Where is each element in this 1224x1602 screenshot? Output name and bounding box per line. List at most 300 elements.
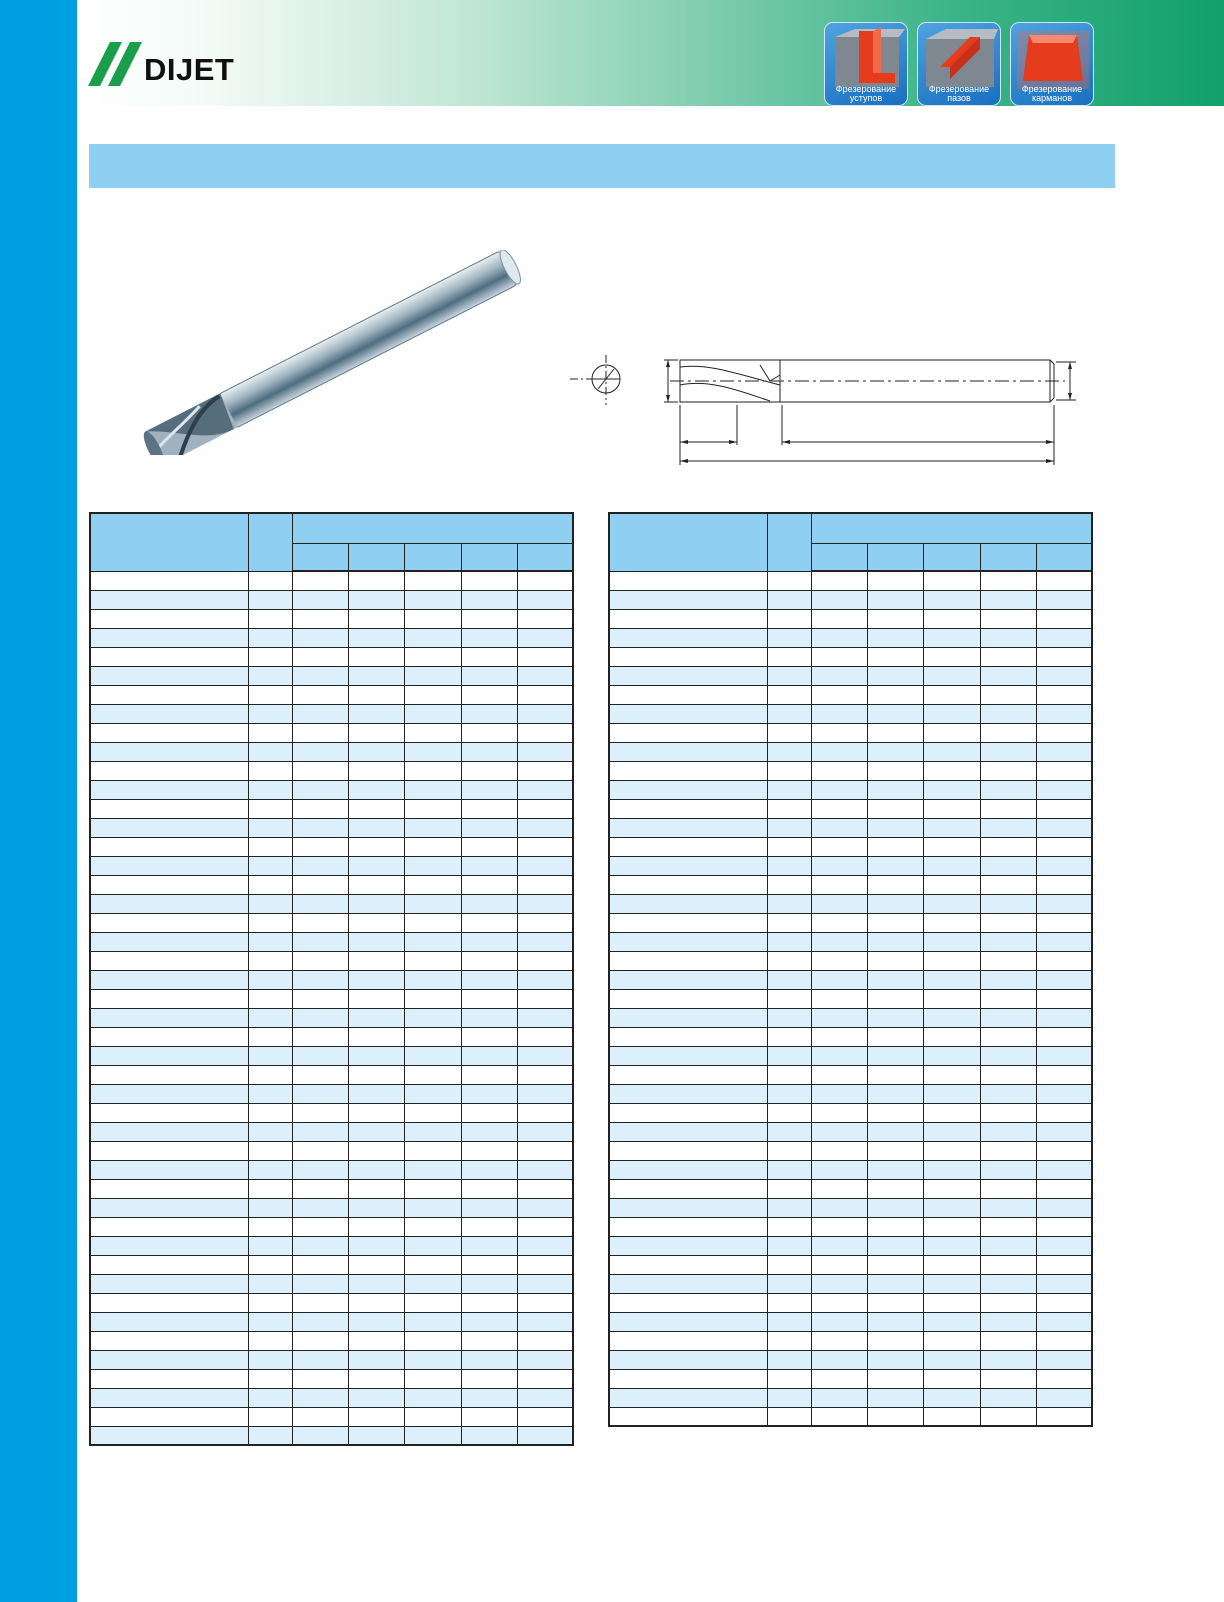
table-cell bbox=[767, 1350, 811, 1369]
table-cell bbox=[811, 742, 867, 761]
table-cell bbox=[1036, 1160, 1092, 1179]
table-cell bbox=[90, 989, 248, 1008]
table-cell bbox=[923, 1141, 980, 1160]
table-cell bbox=[923, 628, 980, 647]
table-cell bbox=[248, 628, 292, 647]
table-row bbox=[609, 1274, 1092, 1293]
table-cell bbox=[461, 1217, 517, 1236]
table-cell bbox=[1036, 1065, 1092, 1084]
table-cell bbox=[811, 1217, 867, 1236]
table-cell bbox=[404, 856, 461, 875]
table-cell bbox=[867, 799, 923, 818]
table-cell bbox=[811, 875, 867, 894]
table-cell bbox=[348, 837, 404, 856]
table-cell bbox=[609, 799, 767, 818]
table-cell bbox=[404, 1407, 461, 1426]
table-cell bbox=[404, 875, 461, 894]
table-cell bbox=[1036, 780, 1092, 799]
table-cell bbox=[461, 1388, 517, 1407]
table-cell bbox=[923, 704, 980, 723]
table-cell bbox=[980, 742, 1036, 761]
table-cell bbox=[461, 1255, 517, 1274]
table-cell bbox=[404, 1027, 461, 1046]
table-cell bbox=[348, 609, 404, 628]
table-cell bbox=[404, 1255, 461, 1274]
table-cell bbox=[609, 989, 767, 1008]
table-row bbox=[90, 1027, 573, 1046]
table-cell bbox=[609, 1141, 767, 1160]
table-cell bbox=[248, 1008, 292, 1027]
table-cell bbox=[811, 1141, 867, 1160]
table-cell bbox=[767, 989, 811, 1008]
table-cell bbox=[923, 1369, 980, 1388]
header-cell-dim bbox=[348, 543, 404, 571]
table-cell bbox=[90, 1198, 248, 1217]
table-cell bbox=[90, 609, 248, 628]
table-cell bbox=[292, 989, 348, 1008]
table-cell bbox=[811, 666, 867, 685]
table-cell bbox=[292, 894, 348, 913]
table-cell bbox=[292, 1065, 348, 1084]
table-cell bbox=[811, 1293, 867, 1312]
table-row bbox=[90, 856, 573, 875]
table-row bbox=[609, 1122, 1092, 1141]
table-cell bbox=[90, 951, 248, 970]
table-row bbox=[609, 837, 1092, 856]
table-cell bbox=[348, 1312, 404, 1331]
table-cell bbox=[517, 647, 573, 666]
table-cell bbox=[90, 970, 248, 989]
table-cell bbox=[348, 1065, 404, 1084]
table-cell bbox=[461, 780, 517, 799]
table-cell bbox=[867, 1046, 923, 1065]
table-cell bbox=[980, 1141, 1036, 1160]
table-cell bbox=[980, 970, 1036, 989]
table-cell bbox=[90, 1388, 248, 1407]
table-cell bbox=[517, 1046, 573, 1065]
table-cell bbox=[292, 1407, 348, 1426]
table-row bbox=[609, 590, 1092, 609]
table-cell bbox=[90, 1350, 248, 1369]
table-cell bbox=[811, 799, 867, 818]
table-row bbox=[609, 1008, 1092, 1027]
table-cell bbox=[980, 1293, 1036, 1312]
table-cell bbox=[404, 970, 461, 989]
header-cell-designation bbox=[90, 513, 248, 571]
table-cell bbox=[292, 1084, 348, 1103]
table-row bbox=[609, 1084, 1092, 1103]
table-cell bbox=[867, 704, 923, 723]
table-cell bbox=[404, 609, 461, 628]
table-cell bbox=[767, 704, 811, 723]
table-cell bbox=[461, 1103, 517, 1122]
badge-label-line1: Фрезерование bbox=[928, 84, 990, 94]
table-cell bbox=[348, 1274, 404, 1293]
table-cell bbox=[348, 1217, 404, 1236]
table-cell bbox=[767, 1179, 811, 1198]
table-cell bbox=[90, 1141, 248, 1160]
table-cell bbox=[1036, 1084, 1092, 1103]
table-cell bbox=[248, 875, 292, 894]
table-cell bbox=[292, 1027, 348, 1046]
table-cell bbox=[1036, 1369, 1092, 1388]
table-cell bbox=[517, 856, 573, 875]
header-cell-dim bbox=[980, 543, 1036, 571]
table-cell bbox=[609, 818, 767, 837]
table-cell bbox=[867, 609, 923, 628]
table-cell bbox=[90, 628, 248, 647]
table-cell bbox=[867, 628, 923, 647]
table-cell bbox=[517, 1407, 573, 1426]
table-row bbox=[609, 1027, 1092, 1046]
table-cell bbox=[517, 1293, 573, 1312]
table-cell bbox=[461, 951, 517, 970]
table-cell bbox=[90, 1312, 248, 1331]
table-cell bbox=[867, 723, 923, 742]
table-cell bbox=[292, 818, 348, 837]
table-row bbox=[609, 913, 1092, 932]
table-cell bbox=[811, 723, 867, 742]
table-cell bbox=[867, 913, 923, 932]
table-cell bbox=[248, 1046, 292, 1065]
table-cell bbox=[767, 1103, 811, 1122]
table-cell bbox=[767, 1084, 811, 1103]
table-cell bbox=[348, 647, 404, 666]
table-cell bbox=[517, 875, 573, 894]
table-row bbox=[90, 704, 573, 723]
table-cell bbox=[980, 571, 1036, 590]
table-cell bbox=[292, 951, 348, 970]
table-cell bbox=[767, 571, 811, 590]
table-cell bbox=[767, 1331, 811, 1350]
table-cell bbox=[1036, 989, 1092, 1008]
table-cell bbox=[867, 1236, 923, 1255]
badge-label-line1: Фрезерование bbox=[1021, 84, 1083, 94]
table-cell bbox=[292, 1388, 348, 1407]
table-cell bbox=[1036, 761, 1092, 780]
table-cell bbox=[980, 704, 1036, 723]
table-cell bbox=[248, 1236, 292, 1255]
table-cell bbox=[609, 951, 767, 970]
table-row bbox=[90, 932, 573, 951]
table-cell bbox=[811, 951, 867, 970]
table-cell bbox=[811, 913, 867, 932]
table-cell bbox=[292, 1217, 348, 1236]
table-cell bbox=[248, 1407, 292, 1426]
table-cell bbox=[517, 609, 573, 628]
table-cell bbox=[811, 1160, 867, 1179]
table-cell bbox=[461, 989, 517, 1008]
table-cell bbox=[517, 1369, 573, 1388]
table-cell bbox=[1036, 666, 1092, 685]
table-cell bbox=[1036, 723, 1092, 742]
table-cell bbox=[292, 647, 348, 666]
table-cell bbox=[404, 1426, 461, 1445]
table-cell bbox=[517, 1217, 573, 1236]
table-cell bbox=[292, 1103, 348, 1122]
table-cell bbox=[292, 609, 348, 628]
table-cell bbox=[461, 704, 517, 723]
table-cell bbox=[90, 1084, 248, 1103]
table-cell bbox=[980, 951, 1036, 970]
table-cell bbox=[1036, 951, 1092, 970]
table-cell bbox=[461, 1027, 517, 1046]
table-cell bbox=[248, 951, 292, 970]
table-cell bbox=[348, 1141, 404, 1160]
table-cell bbox=[867, 1350, 923, 1369]
table-cell bbox=[980, 761, 1036, 780]
table-cell bbox=[1036, 932, 1092, 951]
table-cell bbox=[923, 932, 980, 951]
table-cell bbox=[461, 1160, 517, 1179]
table-cell bbox=[248, 1065, 292, 1084]
table-cell bbox=[609, 970, 767, 989]
table-cell bbox=[348, 1179, 404, 1198]
table-cell bbox=[517, 989, 573, 1008]
table-cell bbox=[867, 970, 923, 989]
table-cell bbox=[292, 1008, 348, 1027]
table-cell bbox=[517, 951, 573, 970]
table-cell bbox=[461, 875, 517, 894]
table-cell bbox=[404, 1331, 461, 1350]
table-cell bbox=[980, 1274, 1036, 1293]
table-cell bbox=[867, 685, 923, 704]
table-cell bbox=[292, 875, 348, 894]
table-cell bbox=[248, 1217, 292, 1236]
table-cell bbox=[867, 1217, 923, 1236]
table-row bbox=[609, 1179, 1092, 1198]
table-cell bbox=[609, 1179, 767, 1198]
table-cell bbox=[348, 1255, 404, 1274]
table-cell bbox=[980, 666, 1036, 685]
table-cell bbox=[980, 628, 1036, 647]
table-cell bbox=[517, 723, 573, 742]
table-cell bbox=[461, 932, 517, 951]
table-cell bbox=[517, 704, 573, 723]
table-body-right bbox=[609, 571, 1092, 1426]
table-row bbox=[90, 1122, 573, 1141]
table-cell bbox=[811, 1255, 867, 1274]
table-cell bbox=[517, 1122, 573, 1141]
table-cell bbox=[461, 666, 517, 685]
table-cell bbox=[980, 1255, 1036, 1274]
table-cell bbox=[1036, 685, 1092, 704]
table-cell bbox=[348, 1369, 404, 1388]
table-cell bbox=[404, 742, 461, 761]
table-cell bbox=[767, 1141, 811, 1160]
table-row bbox=[609, 1407, 1092, 1426]
table-cell bbox=[248, 894, 292, 913]
table-row bbox=[90, 818, 573, 837]
table-cell bbox=[609, 1236, 767, 1255]
table-cell bbox=[811, 932, 867, 951]
table-cell bbox=[404, 761, 461, 780]
table-cell bbox=[461, 571, 517, 590]
table-cell bbox=[767, 666, 811, 685]
table-row bbox=[609, 1369, 1092, 1388]
badge-label-line2: пазов bbox=[947, 93, 971, 103]
table-cell bbox=[292, 628, 348, 647]
table-cell bbox=[404, 1236, 461, 1255]
table-cell bbox=[811, 1388, 867, 1407]
table-cell bbox=[867, 571, 923, 590]
table-row bbox=[90, 1388, 573, 1407]
table-cell bbox=[811, 1350, 867, 1369]
table-cell bbox=[517, 1426, 573, 1445]
table-cell bbox=[1036, 1388, 1092, 1407]
table-cell bbox=[609, 1008, 767, 1027]
table-cell bbox=[867, 1027, 923, 1046]
table-cell bbox=[923, 1103, 980, 1122]
table-cell bbox=[292, 1198, 348, 1217]
table-row bbox=[609, 666, 1092, 685]
table-cell bbox=[609, 837, 767, 856]
table-cell bbox=[1036, 1312, 1092, 1331]
table-cell bbox=[404, 837, 461, 856]
table-row bbox=[90, 837, 573, 856]
table-cell bbox=[348, 1388, 404, 1407]
table-row bbox=[609, 1217, 1092, 1236]
table-cell bbox=[461, 1198, 517, 1217]
table-cell bbox=[867, 856, 923, 875]
table-row bbox=[609, 1236, 1092, 1255]
table-cell bbox=[517, 799, 573, 818]
badge-label-line1: Фрезерование bbox=[835, 84, 897, 94]
table-cell bbox=[923, 1084, 980, 1103]
table-cell bbox=[980, 1122, 1036, 1141]
table-cell bbox=[867, 780, 923, 799]
table-cell bbox=[90, 799, 248, 818]
table-cell bbox=[811, 1198, 867, 1217]
table-row bbox=[609, 609, 1092, 628]
table-cell bbox=[348, 1027, 404, 1046]
table-row bbox=[90, 1008, 573, 1027]
table-cell bbox=[404, 647, 461, 666]
table-cell bbox=[811, 1122, 867, 1141]
table-cell bbox=[292, 571, 348, 590]
table-cell bbox=[980, 1407, 1036, 1426]
table-cell bbox=[517, 1160, 573, 1179]
table-cell bbox=[980, 1198, 1036, 1217]
table-cell bbox=[1036, 590, 1092, 609]
table-cell bbox=[923, 685, 980, 704]
table-cell bbox=[867, 590, 923, 609]
spec-table-right bbox=[608, 512, 1093, 1427]
table-cell bbox=[1036, 1198, 1092, 1217]
table-cell bbox=[348, 932, 404, 951]
table-cell bbox=[517, 1008, 573, 1027]
badge-label-line2: карманов bbox=[1031, 93, 1073, 103]
table-row bbox=[90, 628, 573, 647]
table-cell bbox=[811, 1407, 867, 1426]
table-cell bbox=[404, 1388, 461, 1407]
table-cell bbox=[811, 837, 867, 856]
table-cell bbox=[292, 1255, 348, 1274]
table-row bbox=[90, 1255, 573, 1274]
table-cell bbox=[609, 1331, 767, 1350]
table-cell bbox=[517, 932, 573, 951]
table-row bbox=[609, 856, 1092, 875]
table-cell bbox=[1036, 609, 1092, 628]
table-cell bbox=[867, 1122, 923, 1141]
table-cell bbox=[404, 932, 461, 951]
table-cell bbox=[1036, 837, 1092, 856]
table-cell bbox=[404, 1274, 461, 1293]
table-cell bbox=[867, 1331, 923, 1350]
table-cell bbox=[867, 1293, 923, 1312]
table-cell bbox=[767, 1255, 811, 1274]
table-cell bbox=[292, 970, 348, 989]
table-row bbox=[90, 894, 573, 913]
table-cell bbox=[404, 1369, 461, 1388]
table-cell bbox=[980, 1008, 1036, 1027]
table-cell bbox=[811, 1179, 867, 1198]
table-row bbox=[609, 628, 1092, 647]
table-cell bbox=[90, 1274, 248, 1293]
table-cell bbox=[292, 1046, 348, 1065]
table-cell bbox=[609, 685, 767, 704]
table-cell bbox=[248, 837, 292, 856]
table-cell bbox=[404, 818, 461, 837]
table-cell bbox=[811, 571, 867, 590]
table-row bbox=[609, 799, 1092, 818]
table-cell bbox=[923, 799, 980, 818]
table-cell bbox=[867, 875, 923, 894]
table-cell bbox=[767, 1008, 811, 1027]
table-cell bbox=[609, 1065, 767, 1084]
table-row bbox=[90, 666, 573, 685]
table-cell bbox=[90, 1008, 248, 1027]
table-cell bbox=[980, 875, 1036, 894]
table-cell bbox=[461, 761, 517, 780]
table-cell bbox=[461, 1350, 517, 1369]
table-cell bbox=[980, 685, 1036, 704]
table-cell bbox=[1036, 1122, 1092, 1141]
table-cell bbox=[1036, 818, 1092, 837]
table-cell bbox=[461, 970, 517, 989]
table-cell bbox=[248, 1103, 292, 1122]
table-cell bbox=[461, 1179, 517, 1198]
table-cell bbox=[348, 1293, 404, 1312]
table-cell bbox=[923, 1198, 980, 1217]
table-cell bbox=[404, 1141, 461, 1160]
header-cell-designation bbox=[609, 513, 767, 571]
table-cell bbox=[461, 685, 517, 704]
table-cell bbox=[517, 628, 573, 647]
table-cell bbox=[348, 989, 404, 1008]
table-row bbox=[609, 1312, 1092, 1331]
table-cell bbox=[811, 590, 867, 609]
table-cell bbox=[404, 913, 461, 932]
table-cell bbox=[517, 666, 573, 685]
table-row bbox=[90, 1236, 573, 1255]
table-cell bbox=[461, 723, 517, 742]
table-cell bbox=[609, 856, 767, 875]
table-cell bbox=[609, 894, 767, 913]
table-cell bbox=[248, 1331, 292, 1350]
table-cell bbox=[980, 1236, 1036, 1255]
table-cell bbox=[248, 1293, 292, 1312]
table-cell bbox=[517, 1312, 573, 1331]
table-cell bbox=[248, 1350, 292, 1369]
table-cell bbox=[767, 685, 811, 704]
table-cell bbox=[867, 1369, 923, 1388]
table-row bbox=[90, 590, 573, 609]
table-cell bbox=[609, 1217, 767, 1236]
table-cell bbox=[461, 1369, 517, 1388]
table-cell bbox=[461, 647, 517, 666]
table-cell bbox=[811, 647, 867, 666]
